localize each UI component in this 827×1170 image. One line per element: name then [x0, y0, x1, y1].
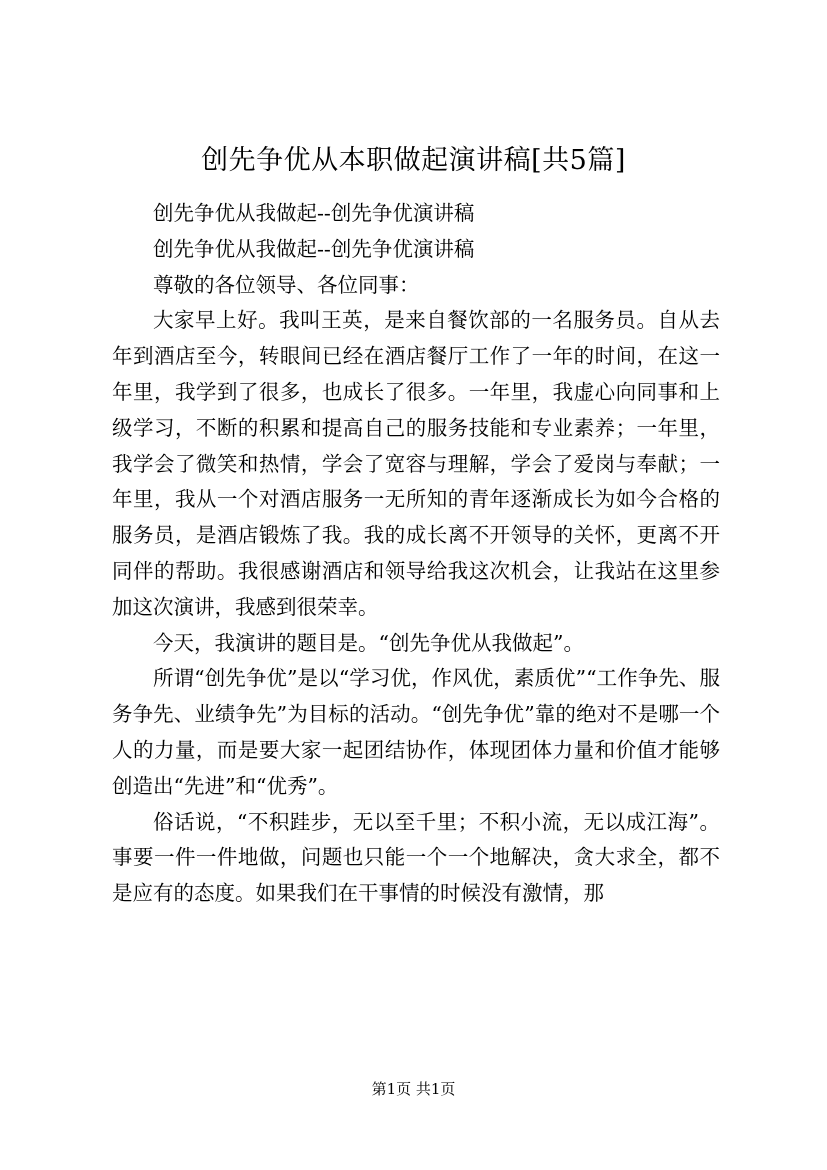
paragraph-subtitle-1: 创先争优从我做起--创先争优演讲稿 — [153, 201, 475, 225]
paragraph-subtitle-2: 创先争优从我做起--创先争优演讲稿 — [153, 236, 475, 261]
paragraph-salutation: 尊敬的各位领导、各位同事： — [153, 272, 420, 297]
page-number-footer: 第1页 共1页 — [371, 1080, 456, 1098]
paragraph-topic: 今天，我演讲的题目是。“创先争优从我做起”。 — [153, 630, 584, 655]
paragraph-proverb: 俗话说，“不积跬步，无以至千里；不积小流，无以成江海”。事要一件一件地做，问题也只能一个一个地解决，贪大求全，都不是应有的态度。如果我们在干事情的时候没有激情，那 — [112, 809, 720, 906]
document-body — [112, 196, 720, 912]
paragraph-introduction: 大家早上好。我叫王英，是来自餐饮部的一名服务员。自从去年到酒店至今，转眼间已经在酒店餐厅工作了一年的时间，在这一年里，我学到了很多，也成长了很多。一年里，我虚心向同事和上级学习，不断的积累和提高自己的服务技能和专业素养；一年里，我学会了微笑和热情，学会了宽容与理解，学会了爱岗与奉献；一年里，我从一个对酒店服务一无所知的青年逐渐成长为如今合格的服务员，是酒店锻炼了我。我的成长离不开领导的关怀，更离不开同伴的帮助。我很感谢酒店和领导给我这次机会，让我站在这里参加这次演讲，我感到很荣幸。 — [112, 308, 720, 619]
document-title: 创先争优从本职做起演讲稿[共5篇] — [201, 145, 626, 176]
paragraph-definition: 所谓“创先争优”是以“学习优，作风优，素质优”“工作争先、服务争先、业绩争先”为目标的活动。“创先争优”靠的绝对不是哪一个人的力量，而是要大家一起团结协作，体现团体力量和价值才能够创造出“先进”和“优秀”。 — [112, 666, 720, 798]
